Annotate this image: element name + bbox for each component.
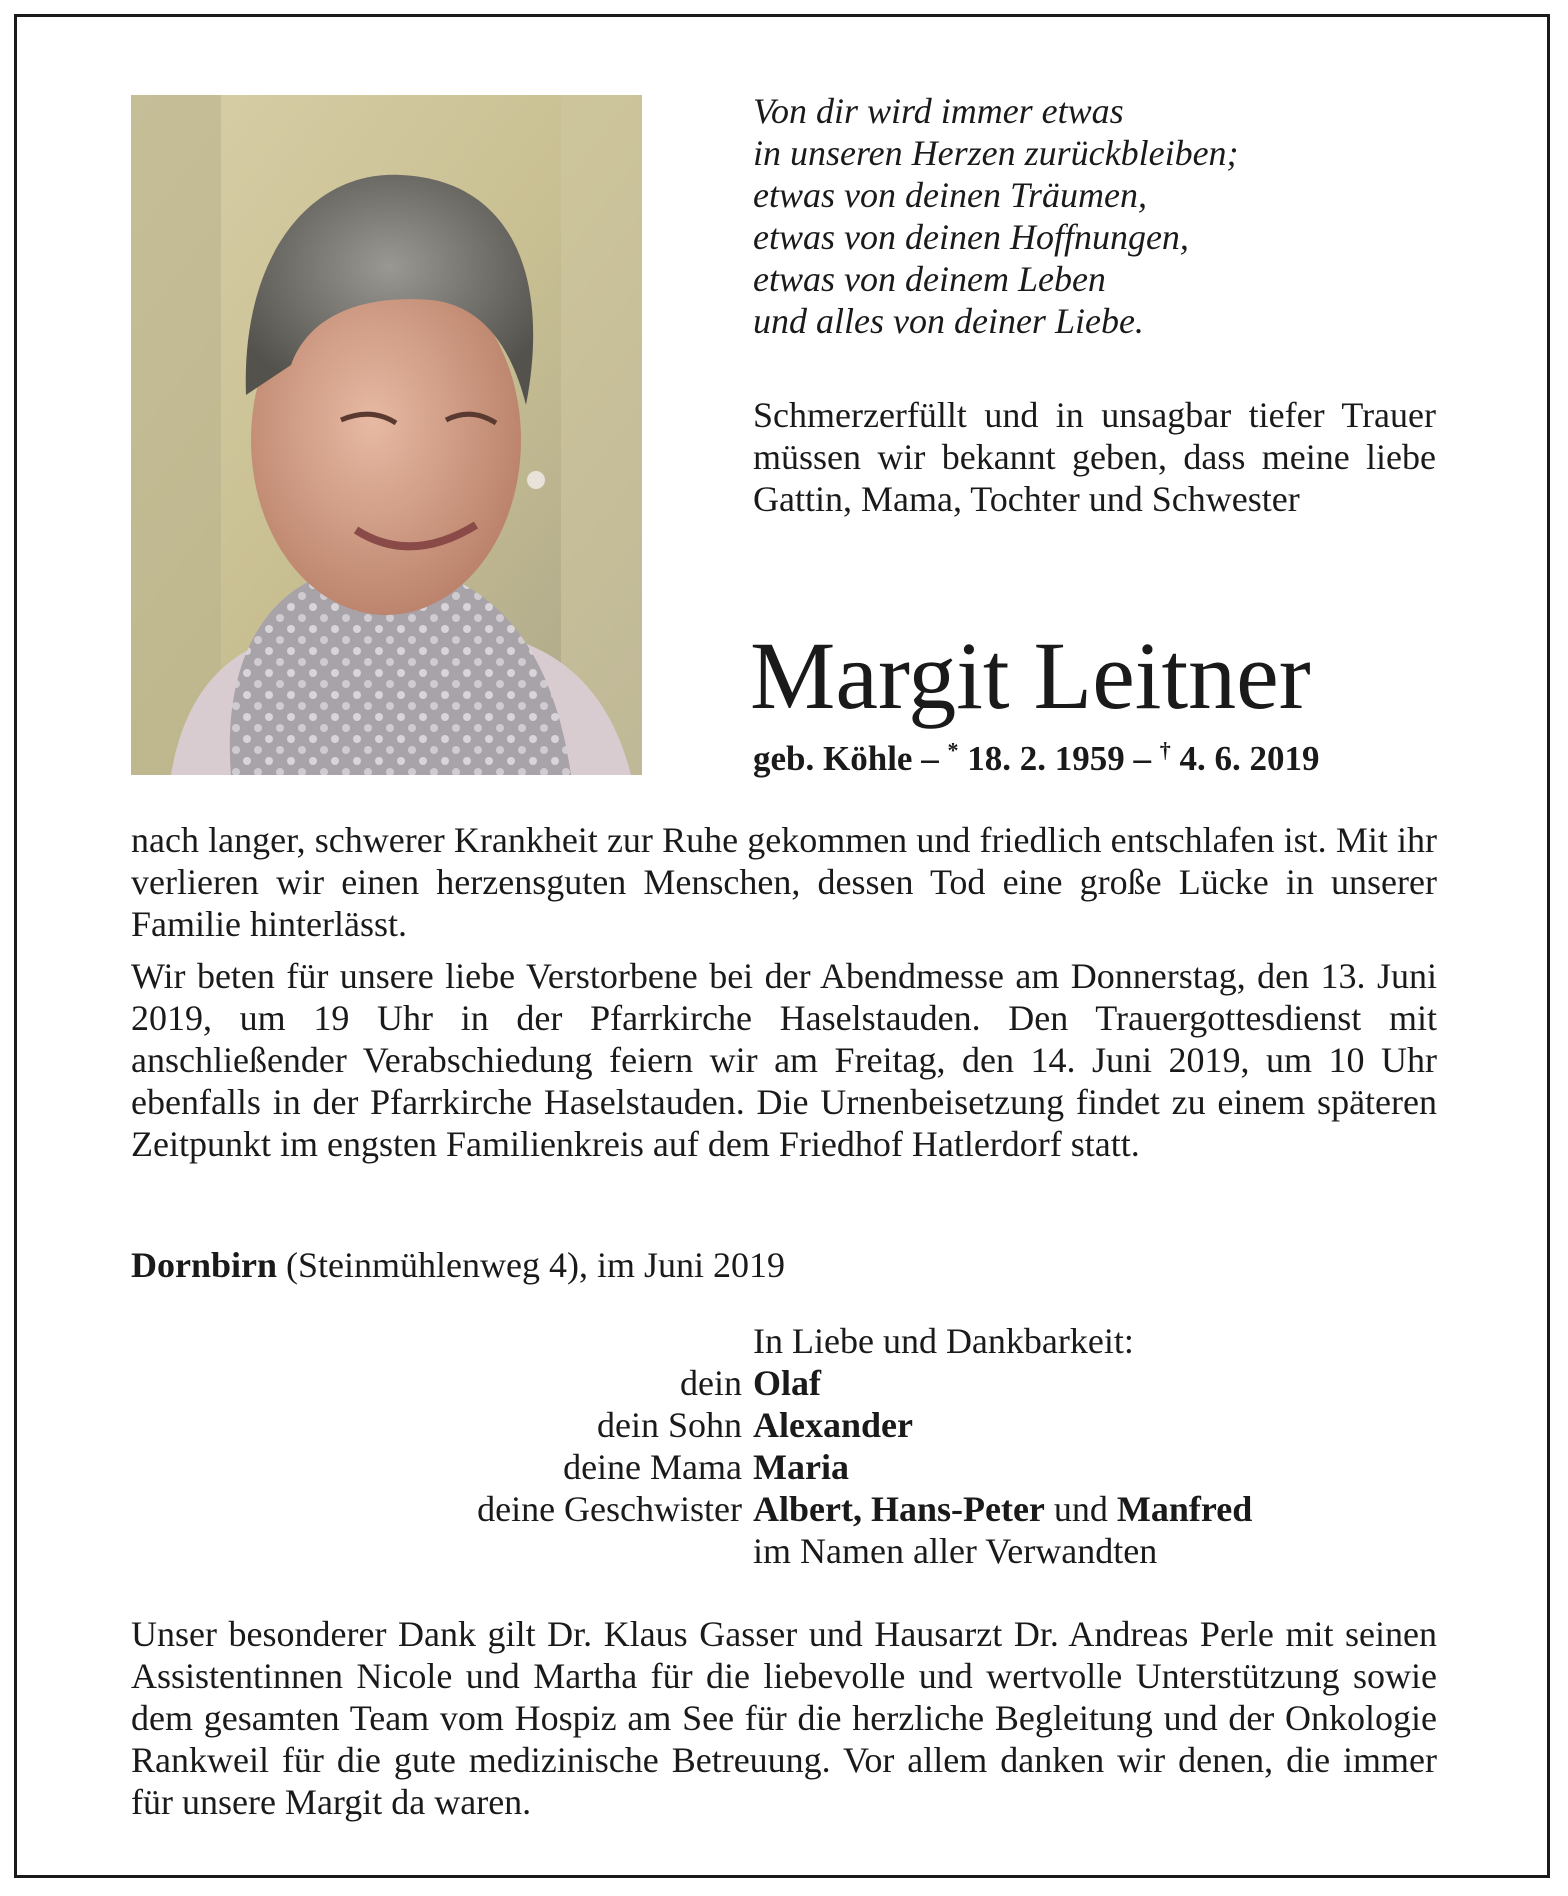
mourner-relation: dein Sohn [596,1405,742,1445]
mourner-name: Olaf [753,1363,821,1403]
maiden-name: geb. Köhle [753,739,913,778]
place-city: Dornbirn [131,1245,278,1285]
place-address: (Steinmühlenweg 4), im Juni 2019 [277,1245,785,1285]
mourner-name: Albert, Hans-Peter [753,1489,1045,1529]
poem-line: etwas von deinem Leben [753,259,1106,299]
signature-closing: im Namen aller Verwandten [753,1531,1158,1571]
poem-line: etwas von deinen Träumen, [753,175,1147,215]
deceased-name: Margit Leitner [750,622,1311,729]
mourner-relation: deine Mama [563,1447,742,1487]
death-mark: † [1159,737,1171,763]
memorial-poem [753,90,1453,342]
death-date: 4. 6. 2019 [1170,739,1320,778]
mourner-name: Alexander [753,1405,913,1445]
poem-line: etwas von deinen Hoffnungen, [753,217,1189,257]
poem-line: und alles von deiner Liebe. [753,301,1144,341]
signature-opening: In Liebe und Dankbarkeit: [753,1321,1134,1361]
mourner-row [0,1404,1568,1446]
mourner-row [0,1362,1568,1404]
mourner-row [0,1446,1568,1488]
announcement-intro: Schmerzerfüllt und in unsagbar tiefer Trauer müssen wir bekannt geben, dass meine liebe Gattin, Mama, Tochter und Schwester [753,395,1436,519]
mourner-name: Maria [753,1447,849,1487]
mourner-relation: deine Geschwister [477,1489,742,1529]
mourner-name: Manfred [1116,1489,1253,1529]
poem-line: in unseren Herzen zurückbleiben; [753,133,1239,173]
poem-line: Von dir wird immer etwas [753,91,1124,131]
mourner-row: deine Geschwister Albert, Hans-Peter und Manfred [477,1489,1253,1529]
mourner-relation: dein [680,1363,742,1403]
passing-paragraph: nach langer, schwerer Krankheit zur Ruhe gekommen und friedlich entschlafen ist. Mit ihr verlieren wir einen herzensguten Menschen, dessen Tod eine große Lücke in unserer Familie hinterlässt. [131,820,1437,944]
thanks-paragraph: Unser besonderer Dank gilt Dr. Klaus Gasser und Hausarzt Dr. Andreas Perle mit seinen Assistentinnen Nicole und Martha für die liebevolle und wertvolle Unterstützung sowie dem gesamten Team vom Hospiz am See für die herzliche Begleitung und der Onkologie Rankweil für die gute medizinische Betreuung. Vor allem danken wir denen, die immer für unsere Margit da waren. [131,1614,1437,1822]
signature-block [0,1320,1568,1572]
place-date-line [131,1244,1131,1286]
portrait-photo [131,95,642,775]
life-dates: geb. Köhle – * 18. 2. 1959 – † 4. 6. 2019 [753,737,1320,778]
birth-date: 18. 2. 1959 [958,739,1125,778]
service-paragraph: Wir beten für unsere liebe Verstorbene bei der Abendmesse am Donnerstag, den 13. Juni 2019, um 19 Uhr in der Pfarrkirche Haselstauden. Den Trauergottesdienst mit anschließender Verabschiedung feiern wir am Freitag, den 14. Juni 2019, um 10 Uhr ebenfalls in der Pfarrkirche Haselstauden. Die Urnenbeisetzung findet zu einem späteren Zeitpunkt im engsten Familienkreis auf dem Friedhof Hatlerdorf statt. [131,956,1437,1164]
birth-mark: * [947,737,959,763]
